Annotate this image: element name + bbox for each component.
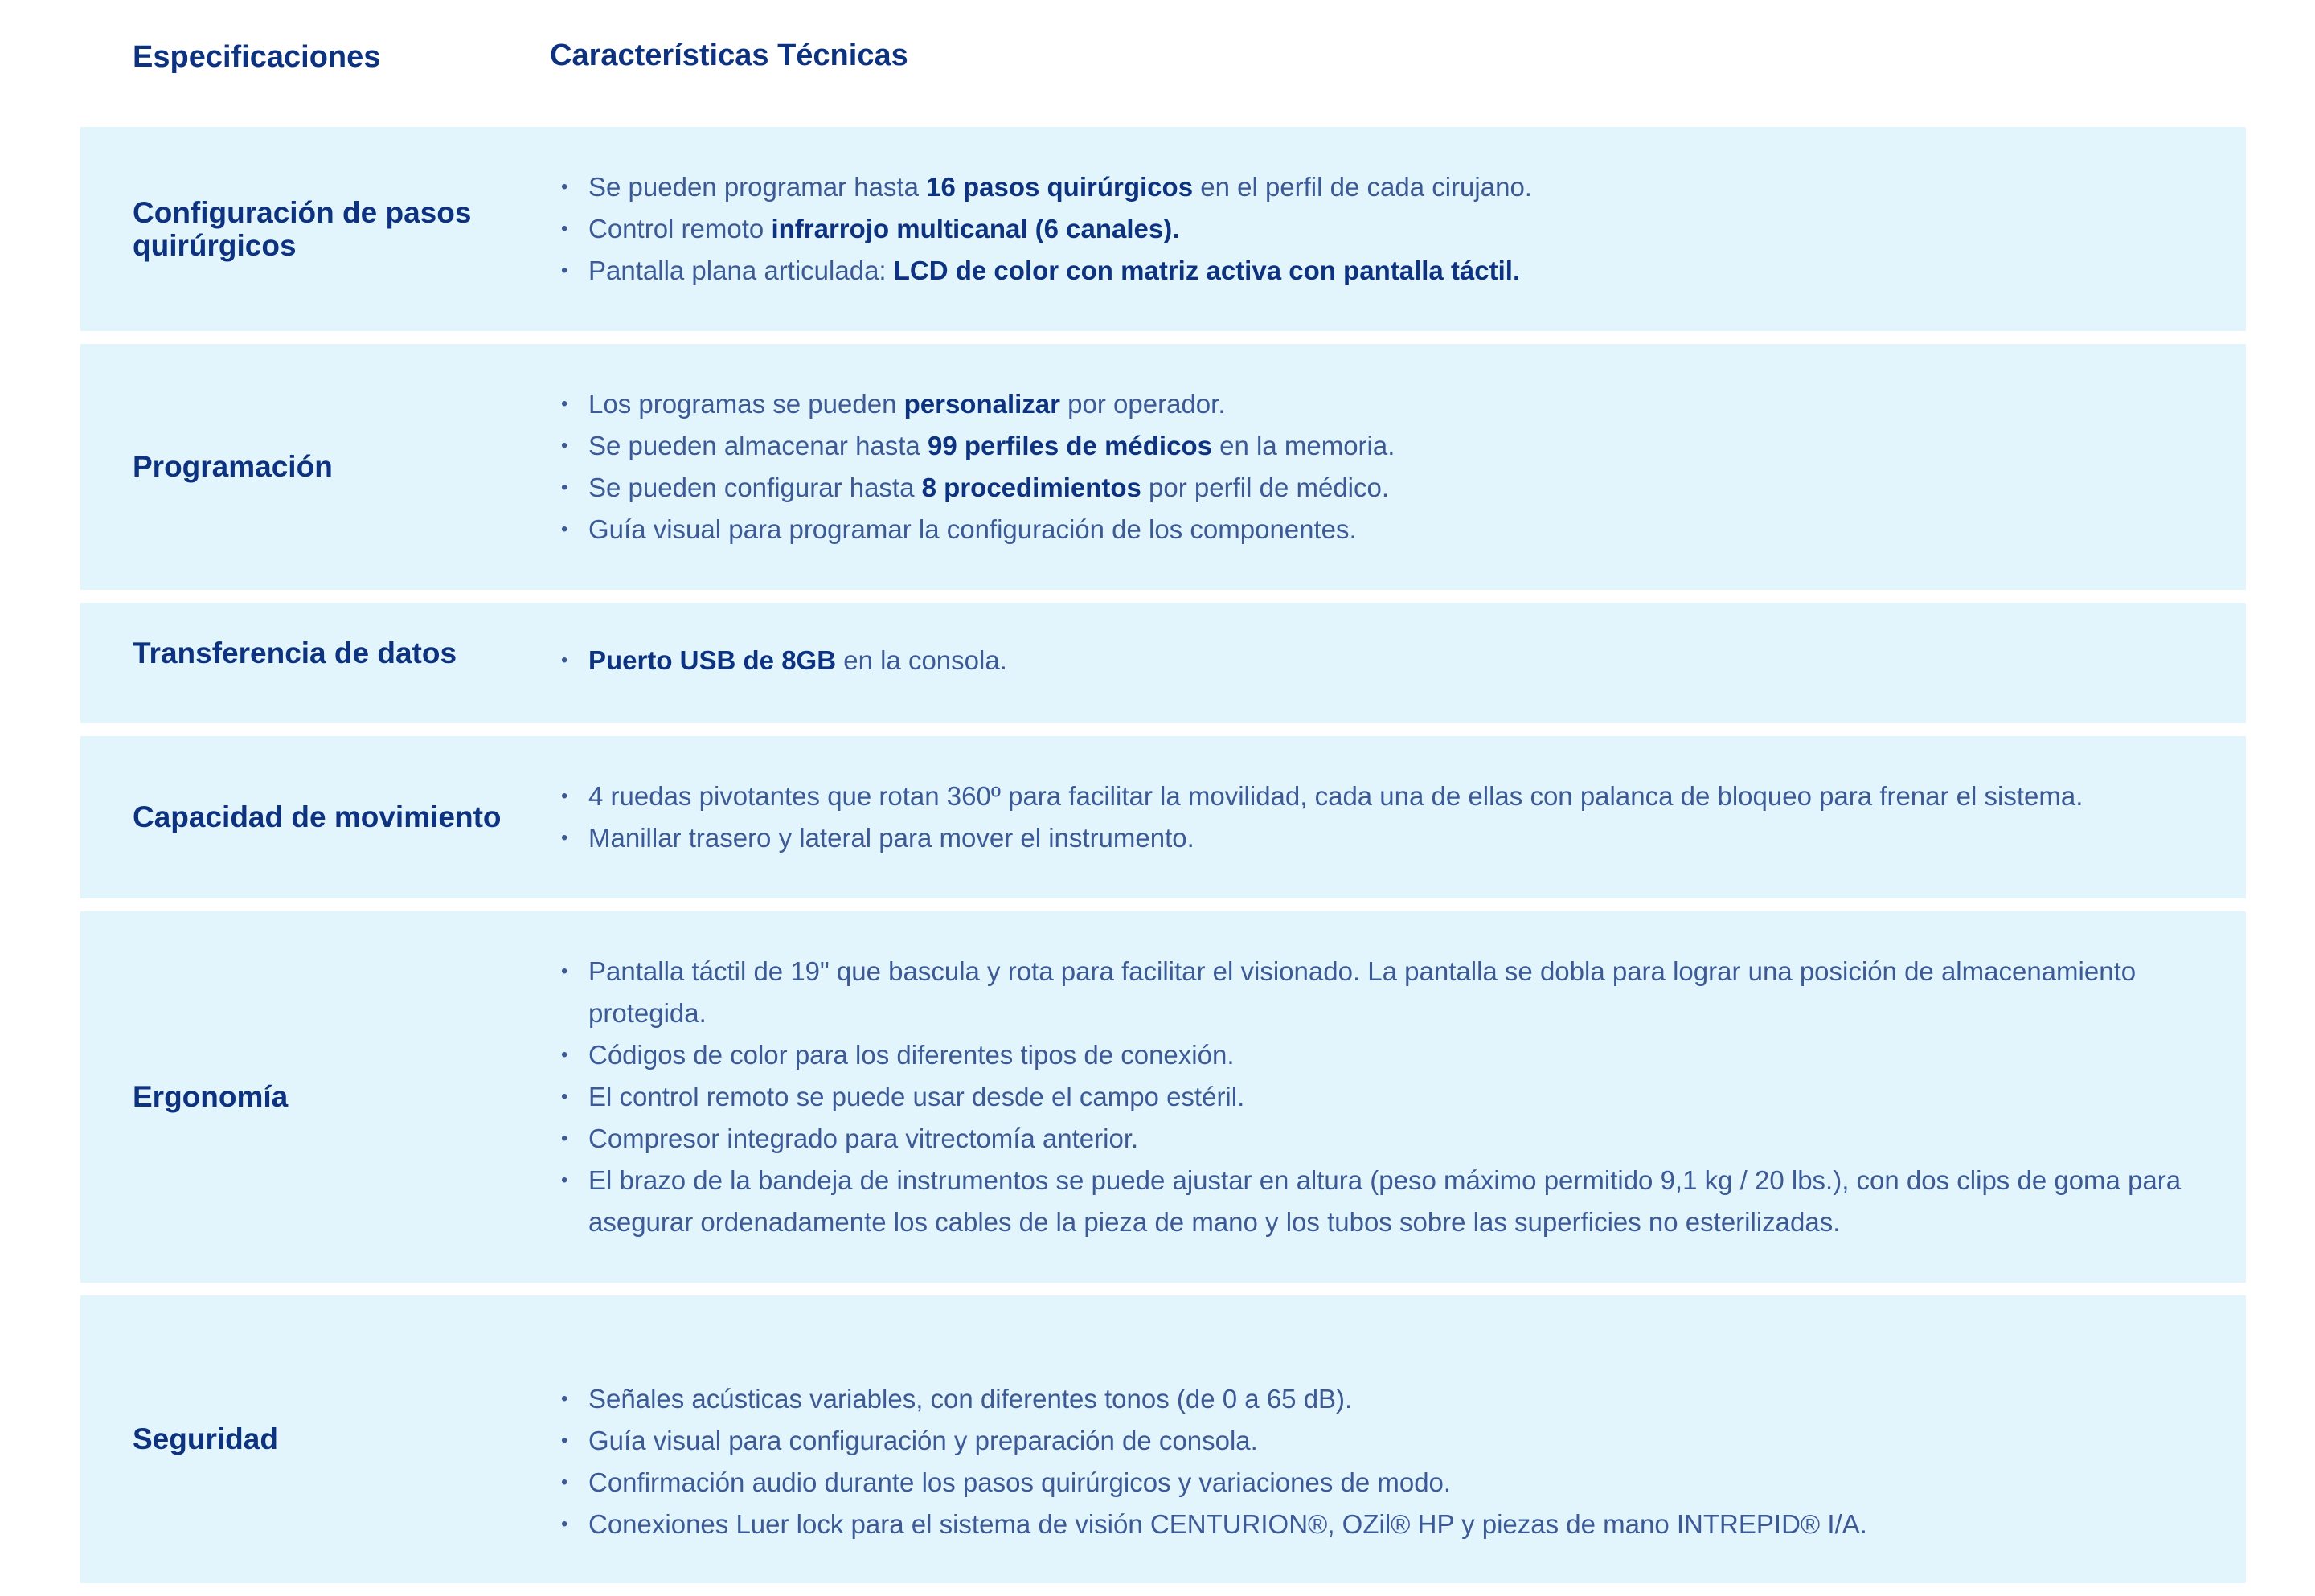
feature-item bbox=[550, 1034, 2182, 1076]
header-technical-features: Características Técnicas bbox=[550, 39, 908, 72]
feature-highlight: personalizar bbox=[903, 389, 1061, 419]
feature-text: Códigos de color para los diferentes tipos de conexión. bbox=[588, 1040, 1235, 1070]
spec-label: Ergonomía bbox=[133, 1080, 289, 1114]
feature-text: Control remoto bbox=[588, 214, 772, 243]
feature-text: Confirmación audio durante los pasos quirúrgicos y variaciones de modo. bbox=[588, 1467, 1452, 1497]
feature-item bbox=[550, 775, 2182, 817]
feature-item bbox=[550, 1378, 2182, 1420]
feature-highlight: 16 pasos quirúrgicos bbox=[926, 172, 1194, 202]
feature-item bbox=[550, 1076, 2182, 1118]
feature-item bbox=[550, 817, 2182, 859]
feature-text: Guía visual para configuración y preparación de consola. bbox=[588, 1426, 1258, 1455]
feature-text: por perfil de médico. bbox=[1141, 473, 1390, 502]
feature-item bbox=[550, 951, 2182, 1034]
feature-highlight: infrarrojo multicanal (6 canales). bbox=[771, 214, 1180, 243]
spec-row-ergonomics bbox=[80, 911, 2246, 1283]
feature-text: Guía visual para programar la configuración de los componentes. bbox=[588, 514, 1357, 544]
spec-row-surgical-steps bbox=[80, 127, 2246, 331]
feature-highlight: 8 procedimientos bbox=[921, 473, 1141, 502]
feature-item bbox=[550, 1462, 2182, 1504]
feature-list bbox=[550, 166, 2182, 292]
spec-row-safety bbox=[80, 1295, 2246, 1583]
feature-text: Señales acústicas variables, con diferentes tonos (de 0 a 65 dB). bbox=[588, 1384, 1353, 1414]
feature-text: Los programas se pueden bbox=[588, 389, 904, 419]
feature-item bbox=[550, 425, 2182, 467]
feature-list bbox=[550, 775, 2182, 859]
feature-item bbox=[550, 1118, 2182, 1160]
feature-highlight: LCD de color con matriz activa con pantalla táctil. bbox=[893, 256, 1521, 285]
spec-label: Programación bbox=[133, 450, 333, 484]
feature-list bbox=[550, 1378, 2182, 1545]
feature-item bbox=[550, 1160, 2182, 1243]
table-header bbox=[80, 0, 2246, 127]
spec-row-mobility bbox=[80, 736, 2246, 898]
spec-row-programming bbox=[80, 344, 2246, 590]
feature-highlight: Puerto USB de 8GB bbox=[588, 645, 837, 675]
specifications-table bbox=[80, 0, 2246, 1596]
feature-item bbox=[550, 467, 2182, 509]
spec-row-data-transfer bbox=[80, 603, 2246, 723]
feature-item bbox=[550, 208, 2182, 250]
spec-label: Seguridad bbox=[133, 1422, 278, 1456]
feature-list bbox=[550, 383, 2182, 550]
feature-text: Pantalla plana articulada: bbox=[588, 256, 894, 285]
feature-text: en la memoria. bbox=[1211, 431, 1395, 460]
feature-item bbox=[550, 640, 2182, 681]
feature-text: 4 ruedas pivotantes que rotan 360º para facilitar la movilidad, cada una de ellas con palanca de bloqueo para frenar el sistema. bbox=[588, 781, 2084, 811]
feature-text: en el perfil de cada cirujano. bbox=[1193, 172, 1532, 202]
feature-text: en la consola. bbox=[836, 645, 1007, 675]
feature-item bbox=[550, 1504, 2182, 1545]
feature-list bbox=[550, 951, 2182, 1243]
feature-item bbox=[550, 166, 2182, 208]
spec-label: Transferencia de datos bbox=[133, 636, 457, 669]
header-specifications: Especificaciones bbox=[133, 40, 381, 74]
spec-label: Capacidad de movimiento bbox=[133, 800, 502, 834]
feature-text: Se pueden almacenar hasta bbox=[588, 431, 928, 460]
spec-label: Configuración de pasos quirúrgicos bbox=[133, 195, 472, 262]
feature-item bbox=[550, 1420, 2182, 1462]
feature-item bbox=[550, 383, 2182, 425]
feature-text: El brazo de la bandeja de instrumentos se puede ajustar en altura (peso máximo permitido 9,1 kg / 20 lbs.), con dos clips de goma para asegurar ordenadamente los cables de la pieza de mano y los tubos sobre las superficies no esterilizadas. bbox=[588, 1165, 2182, 1237]
feature-text: Compresor integrado para vitrectomía anterior. bbox=[588, 1123, 1139, 1153]
feature-text: por operador. bbox=[1060, 389, 1226, 419]
feature-text: El control remoto se puede usar desde el campo estéril. bbox=[588, 1082, 1245, 1111]
feature-highlight: 99 perfiles de médicos bbox=[927, 431, 1212, 460]
feature-text: Se pueden configurar hasta bbox=[588, 473, 922, 502]
feature-text: Manillar trasero y lateral para mover el instrumento. bbox=[588, 823, 1194, 853]
feature-item bbox=[550, 509, 2182, 550]
feature-text: Conexiones Luer lock para el sistema de visión CENTURION®, OZil® HP y piezas de mano INTREPID® I/A. bbox=[588, 1509, 1867, 1539]
feature-text: Se pueden programar hasta bbox=[588, 172, 927, 202]
feature-text: Pantalla táctil de 19" que bascula y rota para facilitar el visionado. La pantalla se dobla para lograr una posición de almacenamiento protegida. bbox=[588, 956, 2137, 1028]
feature-item bbox=[550, 250, 2182, 292]
feature-list bbox=[550, 640, 2182, 681]
